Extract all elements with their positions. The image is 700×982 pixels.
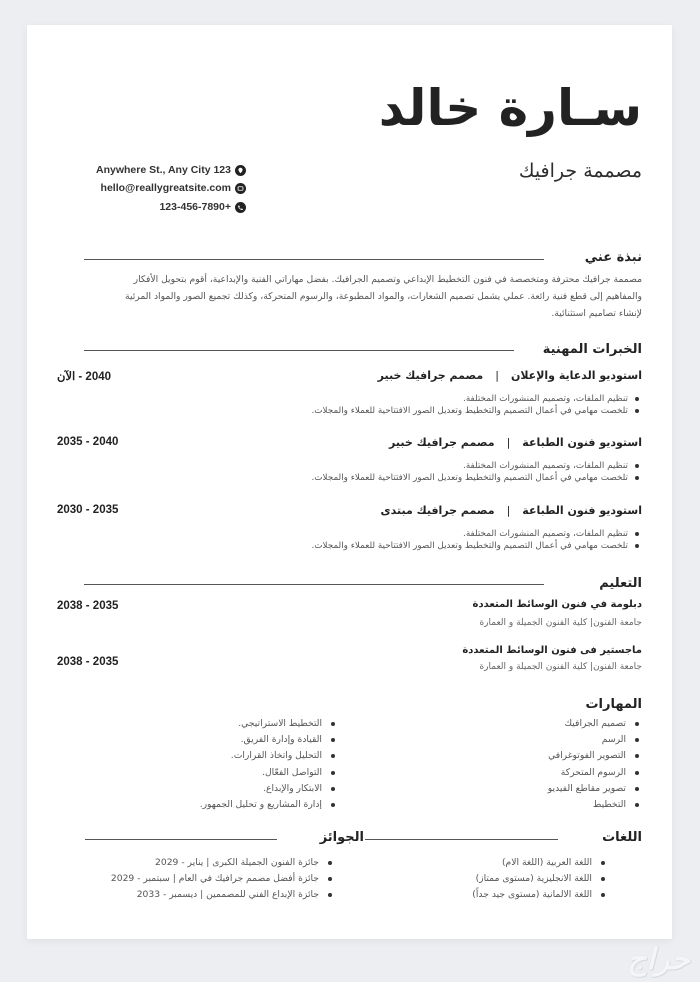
job-3-company: استوديو فنون الطباعة: [522, 504, 642, 517]
skills-heading: المهارات: [585, 697, 642, 712]
award-item: جائزة الإبداع الفني للمصممين | ديسمبر - 2033: [111, 887, 335, 903]
education-2-degree: ماجستير فى فنون الوسائط المتعددة: [462, 645, 642, 656]
job-3-bullet-2: تلخصت مهامي في أعمال التصميم والتخطيط وتعديل الصور الافتتاحية للعملاء والمجلات.: [311, 540, 642, 552]
skill-item: التواصل الفعّال.: [200, 765, 338, 781]
phone-text[interactable]: 123-456-7890+: [159, 201, 231, 213]
job-1-date: 2040 - الآن: [57, 371, 112, 383]
job-2-date: 2035 - 2040: [57, 436, 119, 448]
job-2-bullet-1: تنظيم الملفات، وتصميم المنشورات المختلفة.: [311, 460, 642, 472]
languages-heading: اللغات: [602, 830, 642, 845]
job-3-bullets: [311, 528, 642, 552]
email-icon: [235, 183, 246, 194]
skills-list-1: [548, 716, 642, 813]
education-1-degree: دبلومة في فنون الوسائط المتعددة: [472, 599, 642, 610]
job-1-separator: |: [495, 369, 499, 382]
job-2-company: استوديو فنون الطباعة: [522, 436, 642, 449]
skill-item: التصوير الفوتوغرافي: [548, 748, 642, 764]
experience-heading: الخبرات المهنية: [542, 342, 642, 357]
skill-item: تصميم الجرافيك: [548, 716, 642, 732]
job-2-separator: |: [506, 436, 511, 449]
job-2-bullets: [311, 460, 642, 484]
job-1-bullet-1: تنظيم الملفات، وتصميم المنشورات المختلفة.: [311, 393, 642, 405]
phone-icon: [235, 202, 246, 213]
skill-item: التحليل واتخاذ القرارات.: [200, 748, 338, 764]
skill-item: التخطيط: [548, 797, 642, 813]
contact-address: [60, 164, 246, 176]
about-heading: نبذة عني: [584, 250, 642, 265]
about-divider: [84, 259, 544, 260]
job-2-title: [389, 436, 642, 449]
education-divider: [84, 584, 544, 585]
award-item: جائزة الفنون الجميلة الكبرى | يناير - 2029: [111, 855, 335, 871]
awards-divider: [85, 839, 277, 840]
education-2-school: جامعة الفنون| كلية الفنون الجميلة و العمارة: [479, 662, 642, 672]
job-3-role: مصمم جرافيك مبتدى: [380, 504, 495, 517]
education-2-date: 2038 - 2035: [57, 656, 119, 668]
education-1-school: جامعة الفنون| كلية الفنون الجميلة و العمارة: [479, 618, 642, 628]
job-1-title: [378, 369, 642, 382]
candidate-job-title: مصممة جرافيك: [518, 160, 642, 182]
email-text[interactable]: hello@reallygreatsite.com: [100, 182, 231, 194]
education-heading: التعليم: [599, 576, 642, 591]
awards-heading: الجوائز: [319, 830, 364, 845]
about-text: مصممة جرافيك محترفة ومتخصصة في فنون التخطيط الإبداعي وتصميم الجرافيك. بفضل مهاراتي الفنية والإبداعية، أقوم بتحويل الأفكار والمفاهيم إلى قطع فنية رائعة. عملي يشمل تصميم الشعارات، والمواد المطبوعة، والرسوم المتحركة، وكذلك تجميع الصور والمواد المرئية لإنشاء تصاميم استثنائية.: [125, 274, 642, 319]
languages-list: [472, 855, 608, 904]
job-1-company: استوديو الدعاية والإعلان: [510, 369, 642, 382]
contact-email[interactable]: [60, 182, 246, 194]
skill-item: التخطيط الاستراتيجي.: [200, 716, 338, 732]
skills-list-2: [200, 716, 338, 813]
location-pin-icon: [235, 165, 246, 176]
job-1-bullet-2: تلخصت مهامي في أعمال التصميم والتخطيط وتعديل الصور الافتتاحية للعملاء والمجلات.: [311, 405, 642, 417]
award-item: جائزة أفضل مصمم جرافيك في العام | سبتمبر - 2029: [111, 871, 335, 887]
education-1-date: 2038 - 2035: [57, 600, 119, 612]
job-1-bullets: [311, 393, 642, 417]
skill-item: الرسم: [548, 732, 642, 748]
skill-item: الرسوم المتحركة: [548, 765, 642, 781]
job-3-date: 2030 - 2035: [57, 504, 119, 516]
skill-item: القيادة وإدارة الفريق.: [200, 732, 338, 748]
languages-divider: [365, 839, 558, 840]
experience-divider: [84, 350, 514, 351]
address-text: Anywhere St., Any City 123: [96, 164, 231, 176]
skill-item: إدارة المشاريع و تحليل الجمهور.: [200, 797, 338, 813]
contact-phone[interactable]: [60, 201, 246, 213]
job-3-separator: |: [506, 504, 511, 517]
language-item: اللغة الالمانية (مستوى جيد جداً): [472, 887, 608, 903]
job-3-bullet-1: تنظيم الملفات، وتصميم المنشورات المختلفة.: [311, 528, 642, 540]
language-item: اللغة الانجليزية (مستوى ممتاز): [472, 871, 608, 887]
job-1-role: مصمم جرافيك خبير: [377, 369, 484, 382]
watermark-logo: حراج: [627, 942, 690, 977]
candidate-name: سـارة خالد: [378, 79, 642, 137]
skill-item: تصوير مقاطع الفيديو: [548, 781, 642, 797]
awards-list: [111, 855, 335, 904]
job-3-title: [381, 504, 642, 517]
skill-item: الابتكار والإبداع.: [200, 781, 338, 797]
language-item: اللغة العربية (اللغة الام): [472, 855, 608, 871]
job-2-bullet-2: تلخصت مهامي في أعمال التصميم والتخطيط وتعديل الصور الافتتاحية للعملاء والمجلات.: [311, 472, 642, 484]
job-2-role: مصمم جرافيك خبير: [389, 436, 495, 449]
